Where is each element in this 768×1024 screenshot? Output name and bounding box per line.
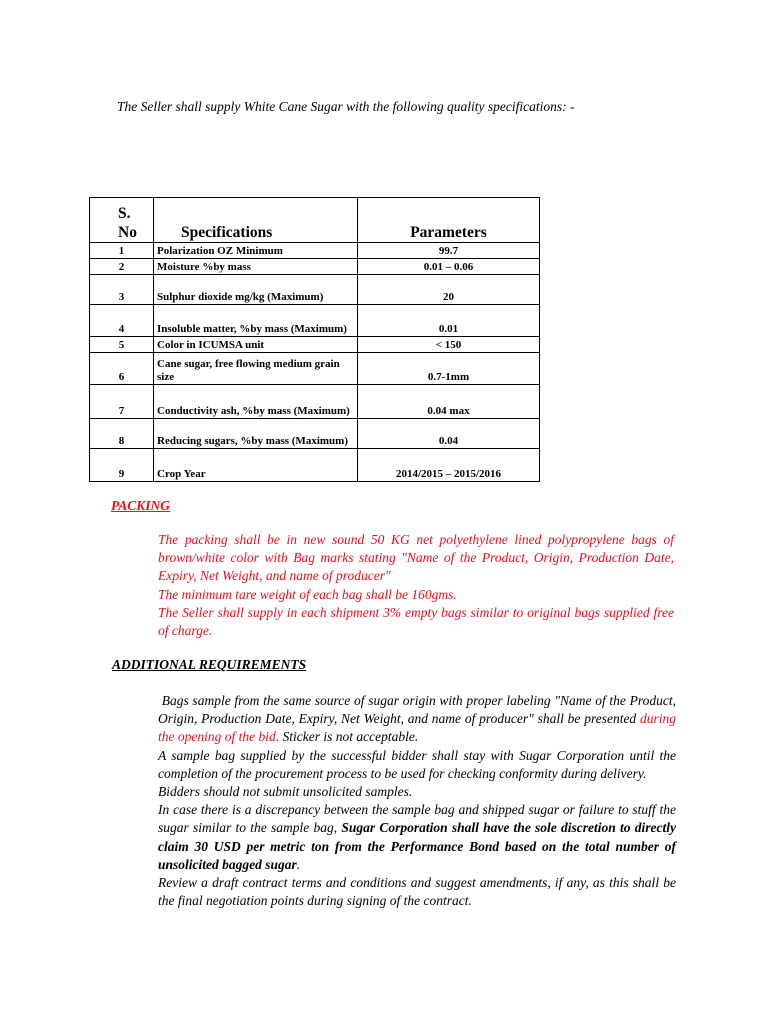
row-spec: Insoluble matter, %by mass (Maximum) xyxy=(154,305,358,337)
row-param: 20 xyxy=(358,275,540,305)
row-number: 4 xyxy=(90,305,154,337)
header-sno: S. No xyxy=(90,198,154,243)
row-number: 9 xyxy=(90,449,154,482)
packing-heading: PACKING xyxy=(111,498,171,513)
row-spec: Polarization OZ Minimum xyxy=(154,243,358,259)
row-param: 99.7 xyxy=(358,243,540,259)
row-param: 2014/2015 – 2015/2016 xyxy=(358,449,540,482)
packing-line: The minimum tare weight of each bag shall be 160gms. xyxy=(158,586,457,602)
table-header-row xyxy=(90,198,540,243)
table-row xyxy=(90,275,540,305)
row-number: 2 xyxy=(90,259,154,275)
packing-line: The Seller shall supply in each shipment 3% empty bags similar to original bags supplied free of charge. xyxy=(158,604,674,639)
table-row xyxy=(90,337,540,353)
requirement-text: Bags sample from the same source of sugar origin with proper labeling "Name of the Product, Origin, Production Date, Expiry, Net Weight, and name of producer" shall be presented xyxy=(158,693,676,727)
table-row xyxy=(90,385,540,419)
row-spec: Cane sugar, free flowing medium grain size xyxy=(154,353,358,385)
requirement-paragraph: Review a draft contract terms and conditions and suggest amendments, if any, as this shall be the final negotiation points during signing of the contract. xyxy=(158,875,676,909)
row-spec: Moisture %by mass xyxy=(154,259,358,275)
row-param: 0.7-1mm xyxy=(358,353,540,385)
additional-requirements-text xyxy=(158,692,676,910)
requirement-text: Sticker is not acceptable. xyxy=(279,729,419,745)
row-param: 0.04 max xyxy=(358,385,540,419)
row-number: 7 xyxy=(90,385,154,419)
requirement-text: In case there is a discrepancy between the sample bag and shipped sugar or failure to stuff the sugar similar to the sample bag, xyxy=(158,802,676,836)
intro-text: The Seller shall supply White Cane Sugar with the following quality specifications: - xyxy=(117,99,575,114)
specifications-table xyxy=(89,197,540,482)
row-spec: Sulphur dioxide mg/kg (Maximum) xyxy=(154,275,358,305)
row-param: < 150 xyxy=(358,337,540,353)
row-spec: Reducing sugars, %by mass (Maximum) xyxy=(154,419,358,449)
packing-text xyxy=(158,531,674,640)
requirement-text: . xyxy=(296,856,301,872)
row-param: 0.01 xyxy=(358,305,540,337)
table-row xyxy=(90,449,540,482)
requirement-paragraph xyxy=(158,692,676,747)
requirement-paragraph: A sample bag supplied by the successful bidder shall stay with Sugar Corporation until the completion of the procurement process to be used for checking conformity during delivery. xyxy=(158,747,676,781)
row-number: 8 xyxy=(90,419,154,449)
requirement-paragraph: Bidders should not submit unsolicited samples. xyxy=(158,784,413,800)
table-row xyxy=(90,419,540,449)
requirement-highlight: during the opening of the bid. xyxy=(158,711,676,745)
table-row xyxy=(90,305,540,337)
row-param: 0.04 xyxy=(358,419,540,449)
table-row xyxy=(90,259,540,275)
row-number: 6 xyxy=(90,353,154,385)
header-specifications: Specifications xyxy=(154,198,358,243)
requirement-paragraph xyxy=(158,801,676,874)
row-param: 0.01 – 0.06 xyxy=(358,259,540,275)
row-number: 1 xyxy=(90,243,154,259)
header-parameters: Parameters xyxy=(358,198,540,243)
table-row xyxy=(90,353,540,385)
table-row xyxy=(90,243,540,259)
packing-line: The packing shall be in new sound 50 KG net polyethylene lined polypropylene bags of brown/white color with Bag marks stating "Name of the Product, Origin, Production Date, Expiry, Net Weight, and name of producer" xyxy=(158,532,674,584)
row-number: 3 xyxy=(90,275,154,305)
row-number: 5 xyxy=(90,337,154,353)
additional-requirements-heading: ADDITIONAL REQUIREMENTS xyxy=(112,657,307,672)
row-spec: Conductivity ash, %by mass (Maximum) xyxy=(154,385,358,419)
row-spec: Color in ICUMSA unit xyxy=(154,337,358,353)
requirement-bold: Sugar Corporation shall have the sole discretion to directly claim 30 USD per metric ton from the Performance Bond based on the total number of unsolicited bagged sugar xyxy=(158,820,676,872)
row-spec: Crop Year xyxy=(154,449,358,482)
